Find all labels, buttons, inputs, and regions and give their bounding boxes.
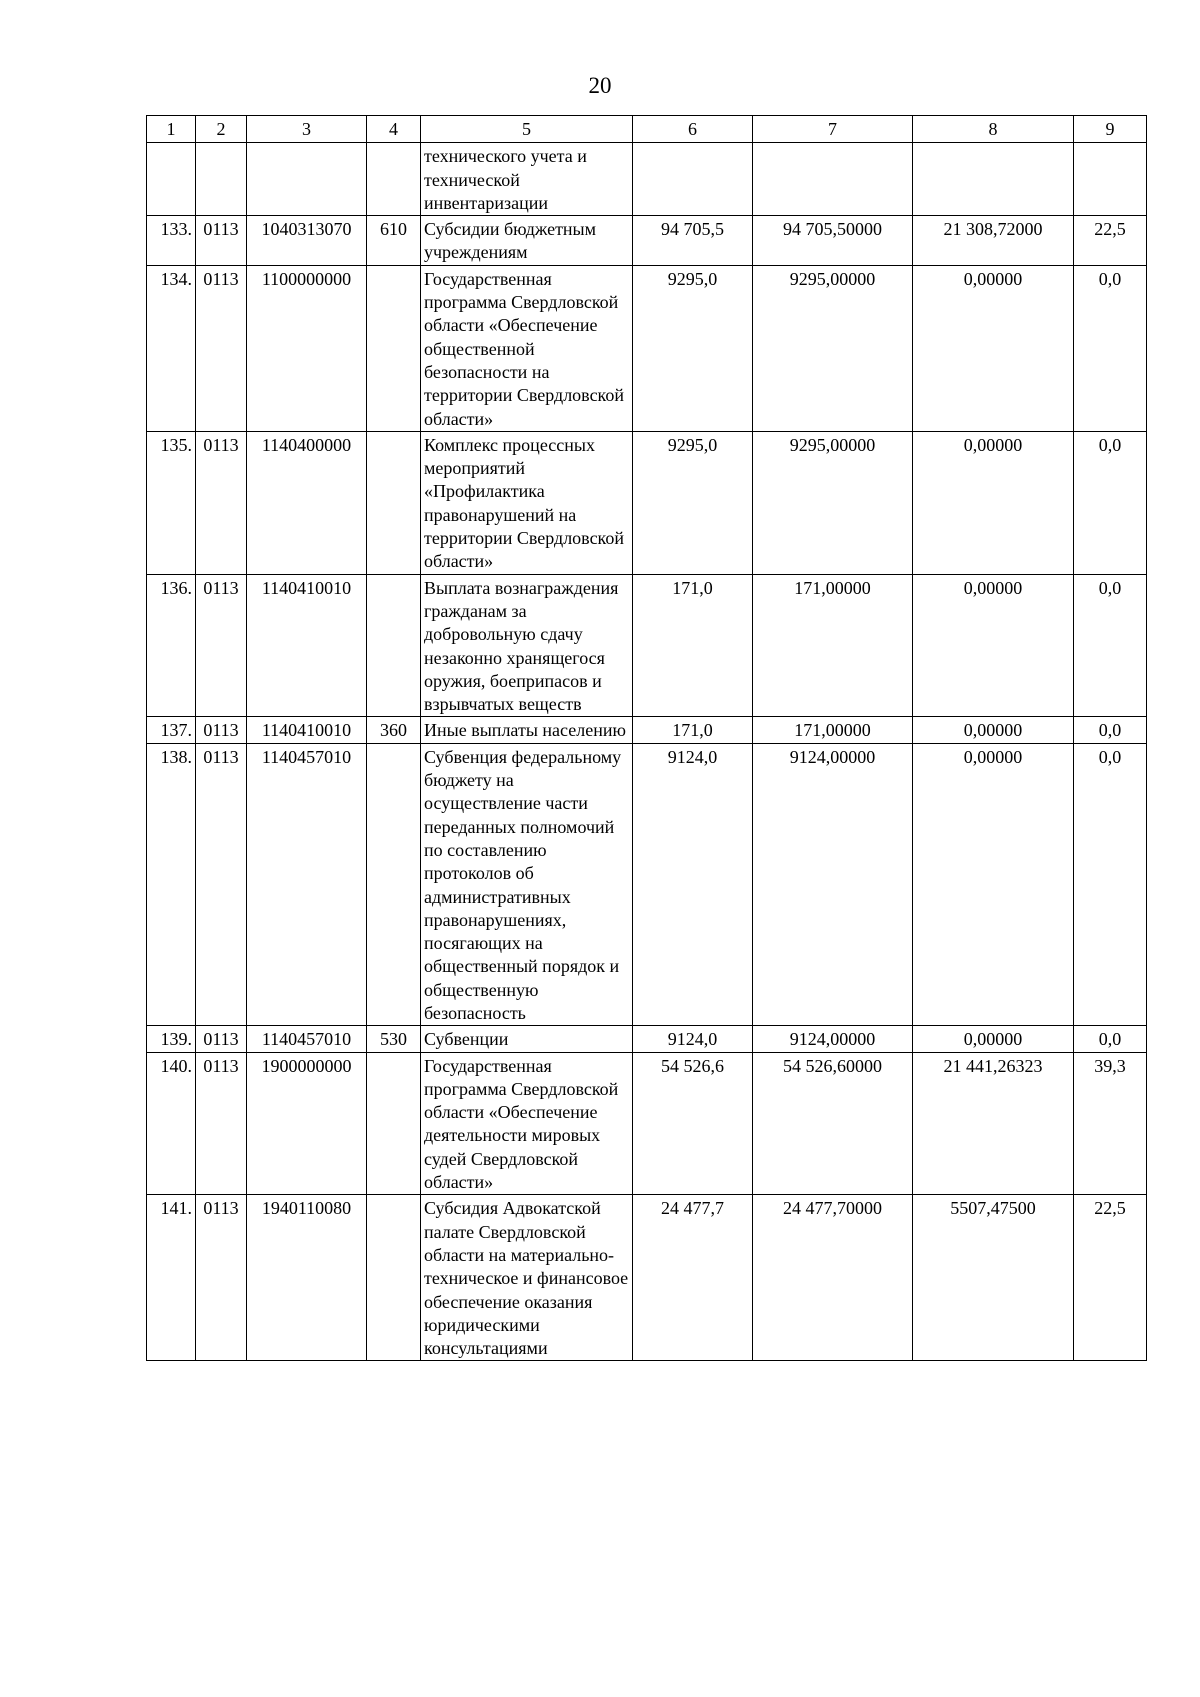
expense-type-cell — [367, 143, 421, 216]
item-name-cell: Государственная программа Свердловской области «Обеспечение общественной безопасности на территории Свердловской области» — [421, 265, 633, 431]
column-8-value-cell: 21 308,72000 — [913, 216, 1074, 266]
column-7-value-cell: 171,00000 — [753, 574, 913, 717]
table-row — [147, 265, 1147, 431]
column-header: 6 — [633, 116, 753, 143]
row-number-cell: 141. — [147, 1195, 196, 1361]
column-8-value-cell: 0,00000 — [913, 1026, 1074, 1052]
item-name-cell: Субвенции — [421, 1026, 633, 1052]
column-8-value-cell: 5507,47500 — [913, 1195, 1074, 1361]
column-8-value-cell — [913, 143, 1074, 216]
expense-type-cell — [367, 743, 421, 1026]
item-name-cell: технического учета и технической инвентаризации — [421, 143, 633, 216]
section-code-cell: 0113 — [196, 574, 247, 717]
column-9-value-cell: 0,0 — [1074, 717, 1147, 743]
column-header: 9 — [1074, 116, 1147, 143]
item-name-cell: Субсидии бюджетным учреждениям — [421, 216, 633, 266]
expense-type-cell — [367, 574, 421, 717]
table-row — [147, 574, 1147, 717]
column-9-value-cell: 22,5 — [1074, 1195, 1147, 1361]
section-code-cell — [196, 143, 247, 216]
target-code-cell: 1900000000 — [247, 1052, 367, 1195]
target-code-cell: 1100000000 — [247, 265, 367, 431]
column-6-value-cell: 171,0 — [633, 574, 753, 717]
column-header: 4 — [367, 116, 421, 143]
page-number: 20 — [588, 73, 612, 98]
section-code-cell: 0113 — [196, 1195, 247, 1361]
column-7-value-cell: 171,00000 — [753, 717, 913, 743]
row-number-cell: 139. — [147, 1026, 196, 1052]
target-code-cell: 1040313070 — [247, 216, 367, 266]
row-number-cell: 135. — [147, 431, 196, 574]
target-code-cell: 1140400000 — [247, 431, 367, 574]
column-8-value-cell: 0,00000 — [913, 265, 1074, 431]
item-name-cell: Субвенция федеральному бюджету на осуществление части переданных полномочий по составлению протоколов об административных правонарушениях, посягающих на общественный порядок и общественную безопасность — [421, 743, 633, 1026]
column-9-value-cell: 22,5 — [1074, 216, 1147, 266]
item-name-cell: Выплата вознаграждения гражданам за добровольную сдачу незаконно хранящегося оружия, боеприпасов и взрывчатых веществ — [421, 574, 633, 717]
expense-type-cell — [367, 265, 421, 431]
column-7-value-cell: 54 526,60000 — [753, 1052, 913, 1195]
expense-type-cell — [367, 1195, 421, 1361]
column-header: 5 — [421, 116, 633, 143]
row-number-cell: 133. — [147, 216, 196, 266]
column-7-value-cell: 94 705,50000 — [753, 216, 913, 266]
section-code-cell: 0113 — [196, 431, 247, 574]
target-code-cell — [247, 143, 367, 216]
section-code-cell: 0113 — [196, 717, 247, 743]
target-code-cell: 1940110080 — [247, 1195, 367, 1361]
column-7-value-cell: 9124,00000 — [753, 1026, 913, 1052]
column-6-value-cell: 24 477,7 — [633, 1195, 753, 1361]
table-row — [147, 717, 1147, 743]
column-6-value-cell: 54 526,6 — [633, 1052, 753, 1195]
column-8-value-cell: 21 441,26323 — [913, 1052, 1074, 1195]
column-6-value-cell — [633, 143, 753, 216]
table-row — [147, 1052, 1147, 1195]
section-code-cell: 0113 — [196, 265, 247, 431]
column-6-value-cell: 94 705,5 — [633, 216, 753, 266]
table-row — [147, 431, 1147, 574]
column-header: 1 — [147, 116, 196, 143]
section-code-cell: 0113 — [196, 1052, 247, 1195]
item-name-cell: Субсидия Адвокатской палате Свердловской области на материально-техническое и финансовое обеспечение оказания юридическими консультациями — [421, 1195, 633, 1361]
table-row — [147, 743, 1147, 1026]
table-header — [147, 116, 1147, 143]
column-9-value-cell — [1074, 143, 1147, 216]
column-6-value-cell: 9124,0 — [633, 743, 753, 1026]
column-6-value-cell: 9295,0 — [633, 431, 753, 574]
column-9-value-cell: 0,0 — [1074, 574, 1147, 717]
column-6-value-cell: 171,0 — [633, 717, 753, 743]
table-row — [147, 1195, 1147, 1361]
column-7-value-cell — [753, 143, 913, 216]
expense-type-cell: 530 — [367, 1026, 421, 1052]
table-row — [147, 1026, 1147, 1052]
row-number-cell: 134. — [147, 265, 196, 431]
column-7-value-cell: 9124,00000 — [753, 743, 913, 1026]
column-9-value-cell: 39,3 — [1074, 1052, 1147, 1195]
section-code-cell: 0113 — [196, 216, 247, 266]
table-row — [147, 216, 1147, 266]
table-body — [147, 143, 1147, 1361]
target-code-cell: 1140457010 — [247, 743, 367, 1026]
column-6-value-cell: 9124,0 — [633, 1026, 753, 1052]
expense-type-cell: 360 — [367, 717, 421, 743]
column-7-value-cell: 9295,00000 — [753, 265, 913, 431]
target-code-cell: 1140410010 — [247, 574, 367, 717]
expense-type-cell — [367, 431, 421, 574]
section-code-cell: 0113 — [196, 743, 247, 1026]
column-8-value-cell: 0,00000 — [913, 743, 1074, 1026]
table-row — [147, 143, 1147, 216]
column-9-value-cell: 0,0 — [1074, 265, 1147, 431]
row-number-cell: 140. — [147, 1052, 196, 1195]
row-number-cell: 137. — [147, 717, 196, 743]
column-9-value-cell: 0,0 — [1074, 743, 1147, 1026]
column-7-value-cell: 24 477,70000 — [753, 1195, 913, 1361]
column-header: 7 — [753, 116, 913, 143]
target-code-cell: 1140457010 — [247, 1026, 367, 1052]
column-9-value-cell: 0,0 — [1074, 1026, 1147, 1052]
expense-type-cell: 610 — [367, 216, 421, 266]
column-8-value-cell: 0,00000 — [913, 574, 1074, 717]
section-code-cell: 0113 — [196, 1026, 247, 1052]
header-row — [147, 116, 1147, 143]
item-name-cell: Иные выплаты населению — [421, 717, 633, 743]
column-7-value-cell: 9295,00000 — [753, 431, 913, 574]
column-8-value-cell: 0,00000 — [913, 717, 1074, 743]
target-code-cell: 1140410010 — [247, 717, 367, 743]
column-header: 8 — [913, 116, 1074, 143]
column-8-value-cell: 0,00000 — [913, 431, 1074, 574]
column-header: 2 — [196, 116, 247, 143]
column-9-value-cell: 0,0 — [1074, 431, 1147, 574]
budget-table — [146, 115, 1147, 1361]
column-6-value-cell: 9295,0 — [633, 265, 753, 431]
item-name-cell: Комплекс процессных мероприятий «Профилактика правонарушений на территории Свердловской области» — [421, 431, 633, 574]
expense-type-cell — [367, 1052, 421, 1195]
row-number-cell — [147, 143, 196, 216]
row-number-cell: 138. — [147, 743, 196, 1026]
column-header: 3 — [247, 116, 367, 143]
row-number-cell: 136. — [147, 574, 196, 717]
item-name-cell: Государственная программа Свердловской области «Обеспечение деятельности мировых судей Свердловской области» — [421, 1052, 633, 1195]
